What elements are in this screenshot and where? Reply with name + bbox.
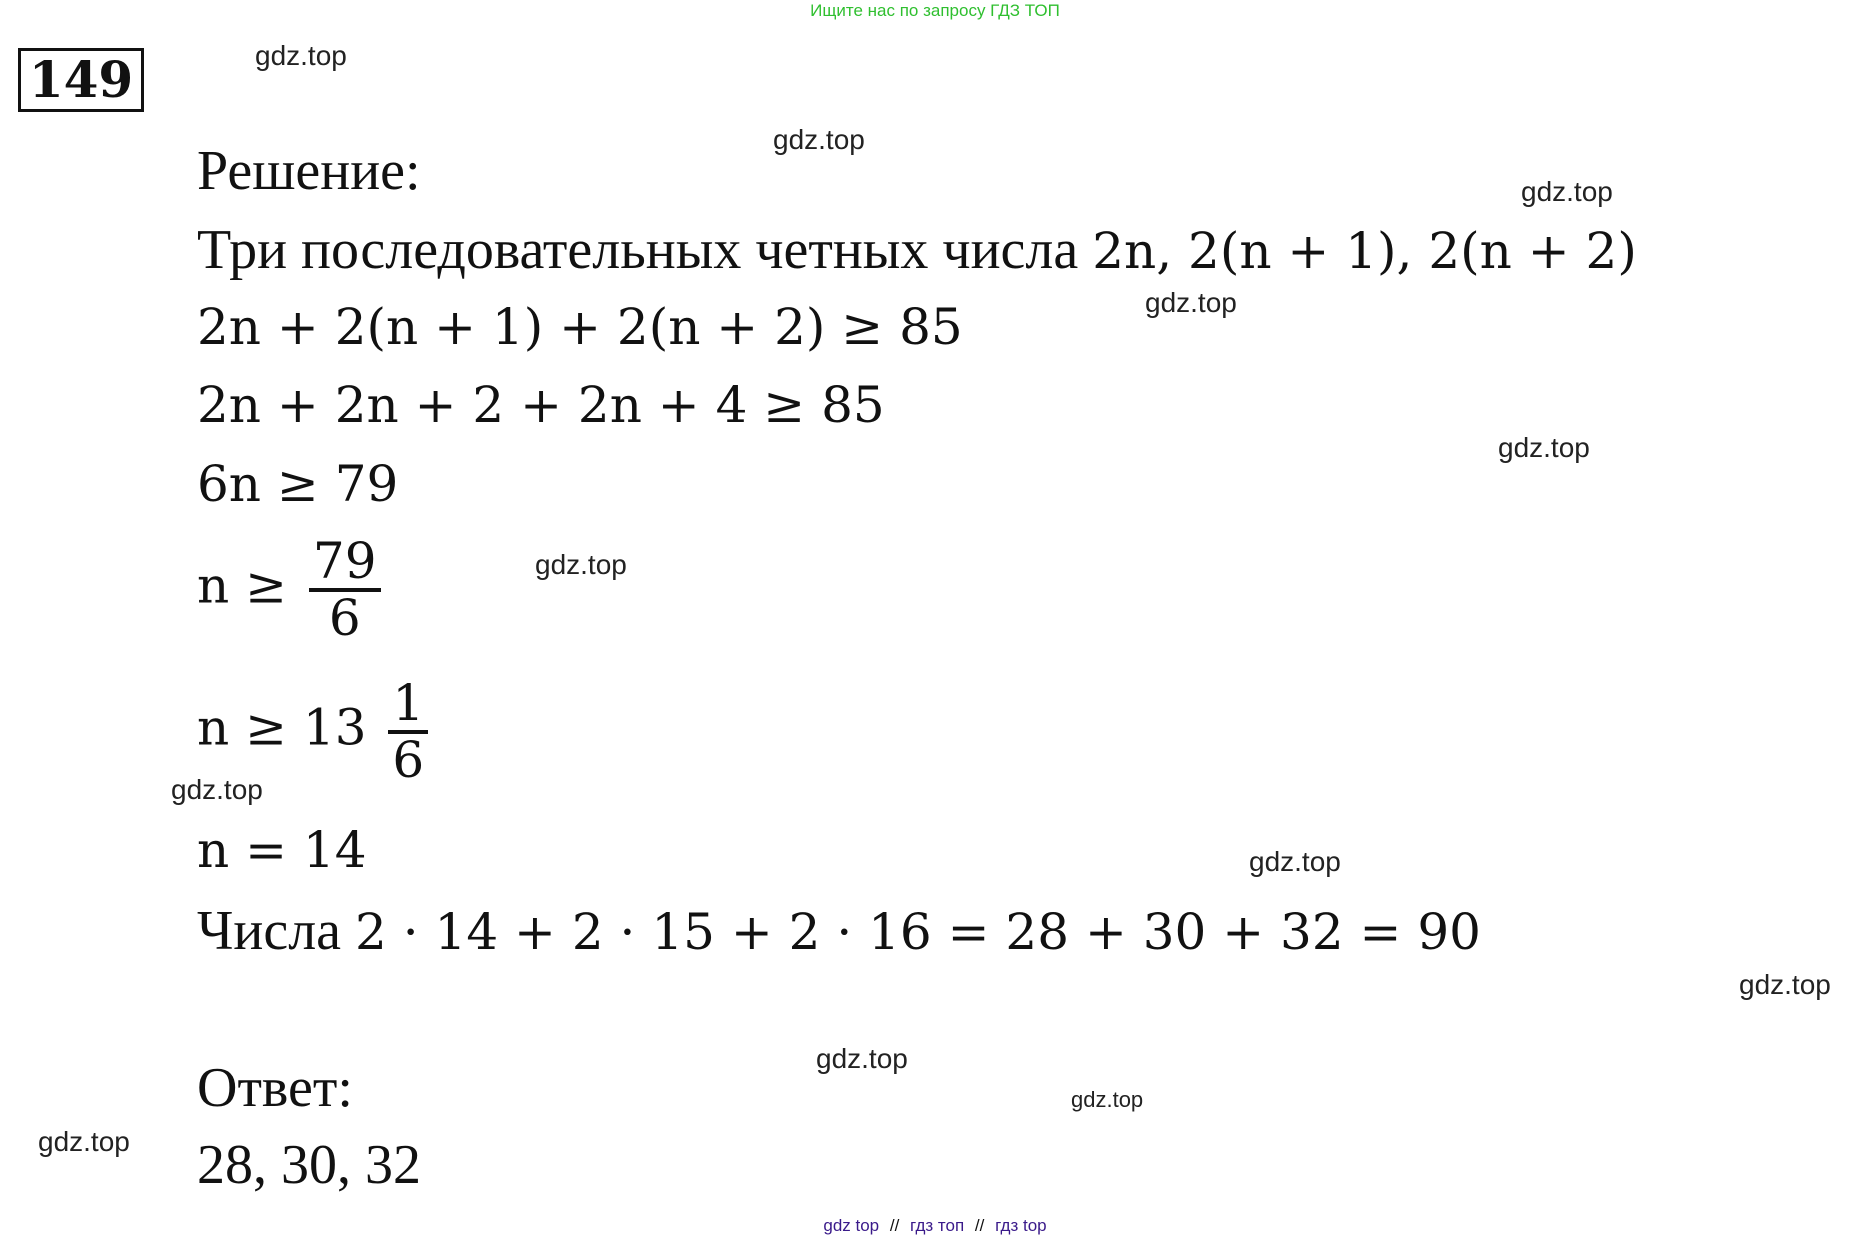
answer-value: 28, 30, 32 (197, 1134, 421, 1196)
footer-link[interactable]: gdz top (823, 1216, 880, 1235)
watermark: gdz.top (1498, 432, 1590, 463)
solution-line-7: n = 14 (197, 821, 367, 879)
fraction-numerator: 1 (388, 677, 428, 734)
footer-separator: // (974, 1216, 985, 1235)
watermark: gdz.top (171, 774, 263, 805)
solution-line-1 (197, 219, 1637, 281)
solution-line-2: 2n + 2(n + 1) + 2(n + 2) ≥ 85 (197, 298, 963, 356)
solution-line-3: 2n + 2n + 2 + 2n + 4 ≥ 85 (197, 376, 885, 434)
answer-heading: Ответ: (197, 1057, 353, 1119)
watermark: gdz.top (38, 1126, 130, 1157)
line-1-math: 2n, 2(n + 1), 2(n + 2) (1092, 222, 1637, 280)
line-1-text: Три последовательных четных числа (197, 219, 1079, 281)
footer-links (0, 1216, 1870, 1236)
watermark: gdz.top (1071, 1087, 1144, 1112)
fraction-denominator: 6 (392, 730, 425, 789)
footer-link[interactable]: гдз top (995, 1216, 1047, 1235)
solution-line-4: 6n ≥ 79 (197, 455, 399, 513)
watermark: gdz.top (1739, 969, 1831, 1000)
line-5-lhs: n ≥ (197, 556, 287, 615)
fraction (309, 532, 381, 647)
fraction-numerator: 79 (309, 535, 381, 592)
problem-number: 149 (18, 48, 144, 112)
watermark: gdz.top (1249, 846, 1341, 877)
footer-separator: // (889, 1216, 900, 1235)
solution-line-6 (197, 674, 434, 789)
solution-heading: Решение: (197, 140, 421, 202)
top-banner: Ищите нас по запросу ГДЗ ТОП (810, 1, 1060, 20)
fraction (388, 674, 428, 789)
footer-link[interactable]: гдз топ (910, 1216, 965, 1235)
fraction-denominator: 6 (328, 588, 361, 647)
line-8-text: Числа (197, 900, 342, 962)
line-6-lhs: n ≥ 13 (197, 698, 367, 757)
solution-line-5 (197, 532, 387, 647)
watermark: gdz.top (816, 1043, 908, 1074)
watermark: gdz.top (255, 40, 347, 71)
solution-line-8 (197, 900, 1481, 962)
watermark: gdz.top (773, 124, 865, 155)
watermark: gdz.top (1145, 287, 1237, 318)
watermark: gdz.top (1521, 176, 1613, 207)
line-8-math: 2 · 14 + 2 · 15 + 2 · 16 = 28 + 30 + 32 = 90 (355, 903, 1481, 961)
watermark: gdz.top (535, 549, 627, 580)
